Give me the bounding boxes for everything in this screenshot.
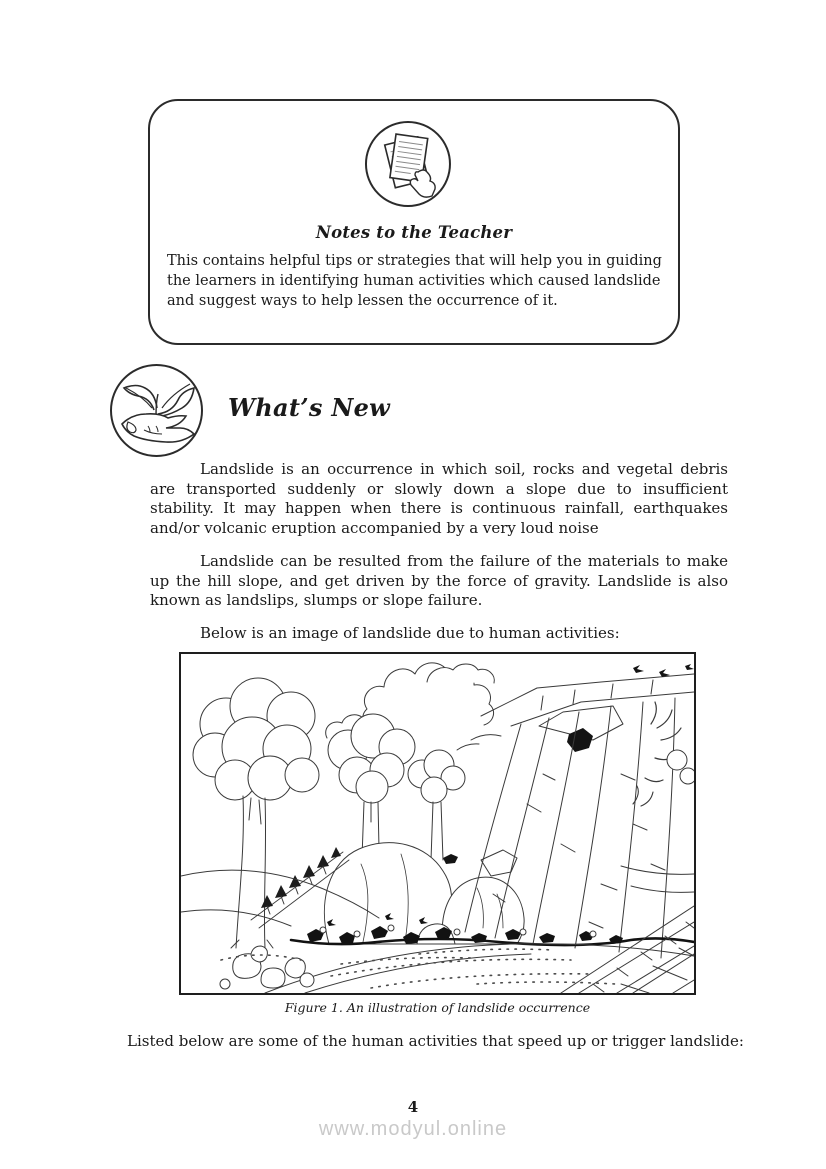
boulders bbox=[324, 843, 524, 944]
whats-new-heading: What’s New bbox=[228, 393, 391, 422]
notes-to-teacher-box bbox=[148, 99, 680, 345]
body-text-block bbox=[150, 460, 728, 644]
notes-box-title: Notes to the Teacher bbox=[315, 223, 513, 242]
paragraph-landslide-cause: Landslide can be resulted from the failure of the materials to make up the hill slope, and get driven by the force of gravity. Landslide is also known as landslips, slumps or slope failure. bbox=[150, 551, 728, 610]
landslide-illustration bbox=[179, 652, 696, 995]
watermark: www.modyul.online bbox=[318, 1118, 508, 1140]
notes-papers-icon bbox=[365, 121, 451, 207]
hand-plant-icon bbox=[110, 364, 203, 457]
page-number: 4 bbox=[407, 1098, 419, 1116]
listed-below-line: Listed below are some of the human activities that speed up or trigger landslide: bbox=[127, 1032, 744, 1050]
rock-pile bbox=[220, 946, 314, 989]
figure-caption: Figure 1. An illustration of landslide occurrence bbox=[284, 1000, 591, 1015]
paragraph-landslide-definition: Landslide is an occurrence in which soil, rocks and vegetal debris are transported suddenly or slowly down a slope due to insufficient stability. It may happen when there is continuous rainfall, earthquakes and/or volcanic eruption accompanied by a very loud noise bbox=[150, 460, 728, 538]
pavement bbox=[561, 906, 694, 993]
paragraph-image-intro: Below is an image of landslide due to human activities: bbox=[200, 623, 620, 642]
notes-box-body: This contains helpful tips or strategies that will help you in guiding the learners in identifying human activities which caused landslide and suggest ways to help lessen the occurrence of it. bbox=[167, 253, 662, 309]
